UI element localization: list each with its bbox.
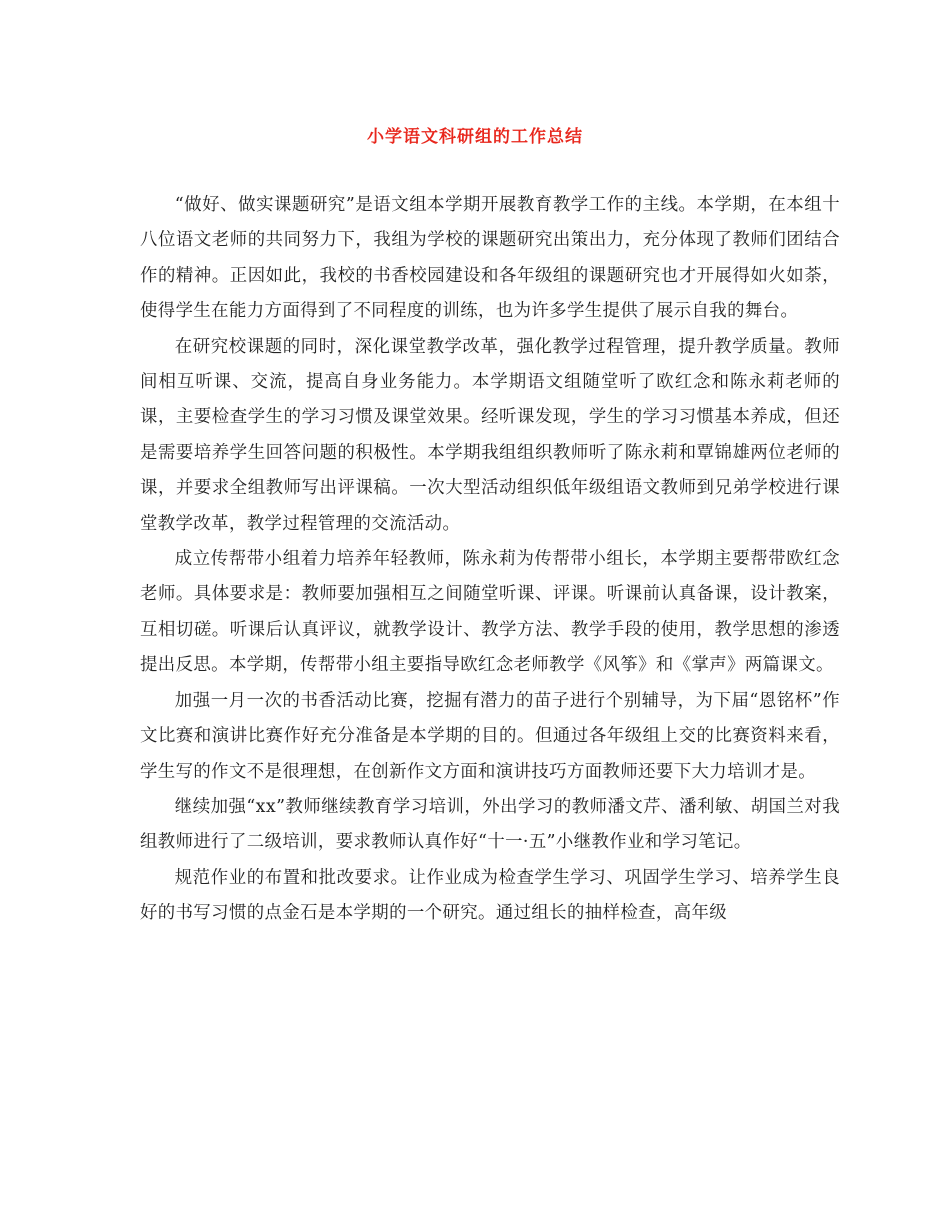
paragraph: 继续加强“xx”教师继续教育学习培训，外出学习的教师潘文芹、潘利敏、胡国兰对我组教师进行了二级培训，要求教师认真作好“十一·五”小继教作业和学习笔记。 — [140, 796, 840, 853]
paragraph: 在研究校课题的同时，深化课堂教学改革，强化教学过程管理，提升教学质量。教师间相互听课、交流，提高自身业务能力。本学期语文组随堂听了欧红念和陈永莉老师的课，主要检查学生的学习习惯及课堂效果。经听课发现，学生的学习习惯基本养成，但还是需要培养学生回答问题的积极性。本学期我组组织教师听了陈永莉和覃锦雄两位老师的课，并要求全组教师写出评课稿。一次大型活动组织低年级组语文教师到兄弟学校进行课堂教学改革，教学过程管理的交流活动。 — [140, 336, 840, 534]
document-title: 小学语文科研组的工作总结 — [367, 127, 583, 147]
paragraph: 成立传帮带小组着力培养年轻教师，陈永莉为传帮带小组长，本学期主要帮带欧红念老师。具体要求是：教师要加强相互之间随堂听课、评课。听课前认真备课，设计教案，互相切磋。听课后认真评议，就教学设计、教学方法、教学手段的使用，教学思想的渗透提出反思。本学期，传帮带小组主要指导欧红念老师教学《风筝》和《掌声》两篇课文。 — [140, 549, 840, 676]
paragraph: 加强一月一次的书香活动比赛，挖掘有潜力的苗子进行个别辅导，为下届“恩铭杯”作文比赛和演讲比赛作好充分准备是本学期的目的。但通过各年级组上交的比赛资料来看，学生写的作文不是很理想，在创新作文方面和演讲技巧方面教师还要下大力培训才是。 — [140, 690, 840, 782]
paragraph: “做好、做实课题研究”是语文组本学期开展教育教学工作的主线。本学期，在本组十八位语文老师的共同努力下，我组为学校的课题研究出策出力，充分体现了教师们团结合作的精神。正因如此，我校的书香校园建设和各年级组的课题研究也才开展得如火如荼，使得学生在能力方面得到了不同程度的训练，也为许多学生提供了展示自我的舞台。 — [140, 195, 840, 322]
paragraph: 规范作业的布置和批改要求。让作业成为检查学生学习、巩固学生学习、培养学生良好的书写习惯的点金石是本学期的一个研究。通过组长的抽样检查，高年级 — [140, 867, 840, 924]
document-body — [140, 188, 840, 932]
